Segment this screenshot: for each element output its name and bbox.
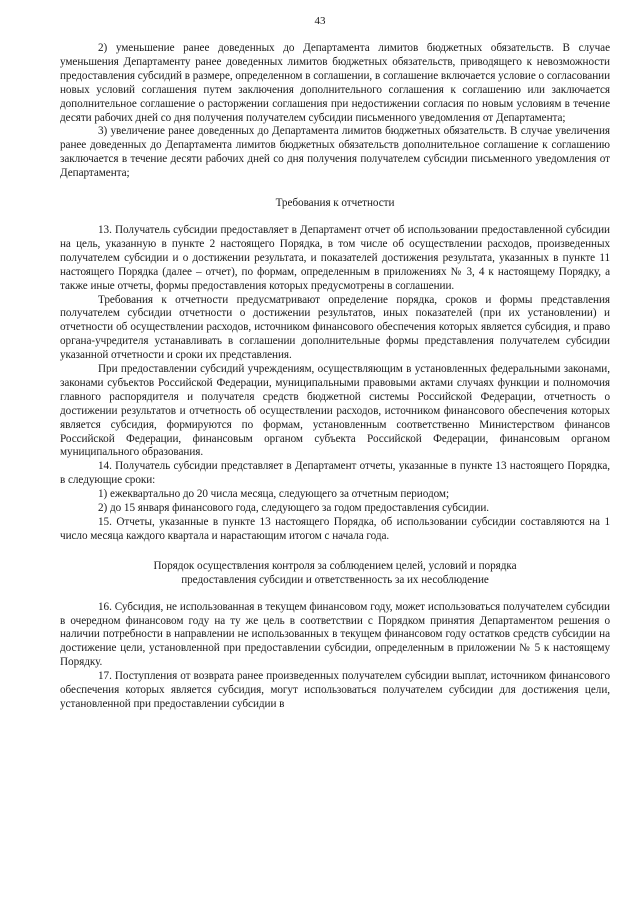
page-number: 43 — [314, 15, 326, 27]
paragraph-institutions-reporting: При предоставлении субсидий учреждениям, осуществляющим в установленных федеральными законами, законами субъектов Российской Федерации, муниципальными правовыми актами случаях функции и полномочия главного распорядителя и получателя средств бюджетной системы Российской Федерации, отчетность о достижении результатов и отчетность об осуществлении расходов, источником финансового обеспечения которых является субсидия, формируются по формам, установленным соответственно Министерством финансов Российской Федерации, финансовым органом субъекта Российской Федерации, финансовым органом муниципального образования. — [60, 363, 610, 459]
paragraph-15: 15. Отчеты, указанные в пункте 13 настоящего Порядка, об использовании субсидии составляются на 1 число месяца каждого квартала и нарастающим итогом с начала года. — [60, 516, 610, 542]
paragraph-increase-of-limits: 3) увеличение ранее доведенных до Департамента лимитов бюджетных обязательств. В случае увеличения ранее доведенных до Департамента лимитов бюджетных обязательств дополнительное соглашение к соглашению заключается в течение десяти рабочих дней со дня получения получателем субсидии письменного уведомления от Департамента; — [60, 125, 610, 180]
paragraph-13: 13. Получатель субсидии предоставляет в Департамент отчет об использовании предоставленной субсидии на цель, указанную в пункте 2 настоящего Порядка, в том числе об осуществлении расходов, произведенных получателем субсидии и о достижении результата, и показателей достижения результата, указанных в пункте 11 настоящего Порядка (далее – отчет), по формам, определенным в приложениях № 3, 4 к настоящему Порядку, а также иные отчеты, формы предоставления которых предусмотрены в соглашении. — [60, 223, 610, 292]
list-item-annual: 2) до 15 января финансового года, следующего за годом предоставления субсидии. — [98, 502, 490, 515]
document-body — [60, 42, 610, 712]
list-item-quarterly: 1) ежеквартально до 20 числа месяца, следующего за отчетным периодом; — [98, 488, 450, 501]
section-heading-control-line-1: Порядок осуществления контроля за соблюдением целей, условий и порядка — [153, 559, 517, 572]
paragraph-14: 14. Получатель субсидии представляет в Департамент отчеты, указанные в пункте 13 настоящего Порядка, в следующие сроки: — [60, 460, 610, 487]
section-heading-control-line-2: предоставления субсидии и ответственность за их несоблюдение — [181, 573, 489, 586]
paragraph-16: 16. Субсидия, не использованная в текущем финансовом году, может использоваться получателем субсидии в очередном финансовом году на ту же цель в соответствии с Порядком принятия Департаментом решения о наличии потребности в направлении не использованных в текущем финансовом году остатков средств субсидии на достижение цели, установленной при предоставлении субсидии, определенным в приложении № 5 к настоящему Порядку. — [60, 600, 610, 669]
paragraph-reporting-requirements: Требования к отчетности предусматривают определение порядка, сроков и формы представления получателем субсидии отчетности о достижении результатов, иных показателей (при их установлении) и отчетности об осуществлении расходов, источником финансового обеспечения которых является субсидия, и право органа-учредителя устанавливать в соглашении дополнительные формы представления получателем субсидии указанной отчетности и сроки их представления. — [60, 293, 610, 362]
paragraph-reduction-of-limits: 2) уменьшение ранее доведенных до Департамента лимитов бюджетных обязательств. В случае уменьшения Департаменту ранее доведенных лимитов бюджетных обязательств, приводящего к невозможности предоставления субсидий в размере, определенном в соглашении, в соглашение включается условие о согласовании новых условий соглашения путем заключения дополнительного соглашения к соглашению или заключается дополнительное соглашение о расторжении соглашения при недостижении согласия по новым условиям в течение десяти рабочих дней со дня получения получателем субсидии письменного уведомления от Департамента; — [60, 42, 610, 124]
section-heading-reporting: Требования к отчетности — [275, 197, 395, 210]
section-heading-control — [60, 560, 610, 588]
paragraph-17: 17. Поступления от возврата ранее произведенных получателем субсидии выплат, источником финансового обеспечения которых является субсидия, могут использоваться получателем субсидии для достижения цели, установленной при предоставлении субсидии в — [60, 670, 610, 710]
